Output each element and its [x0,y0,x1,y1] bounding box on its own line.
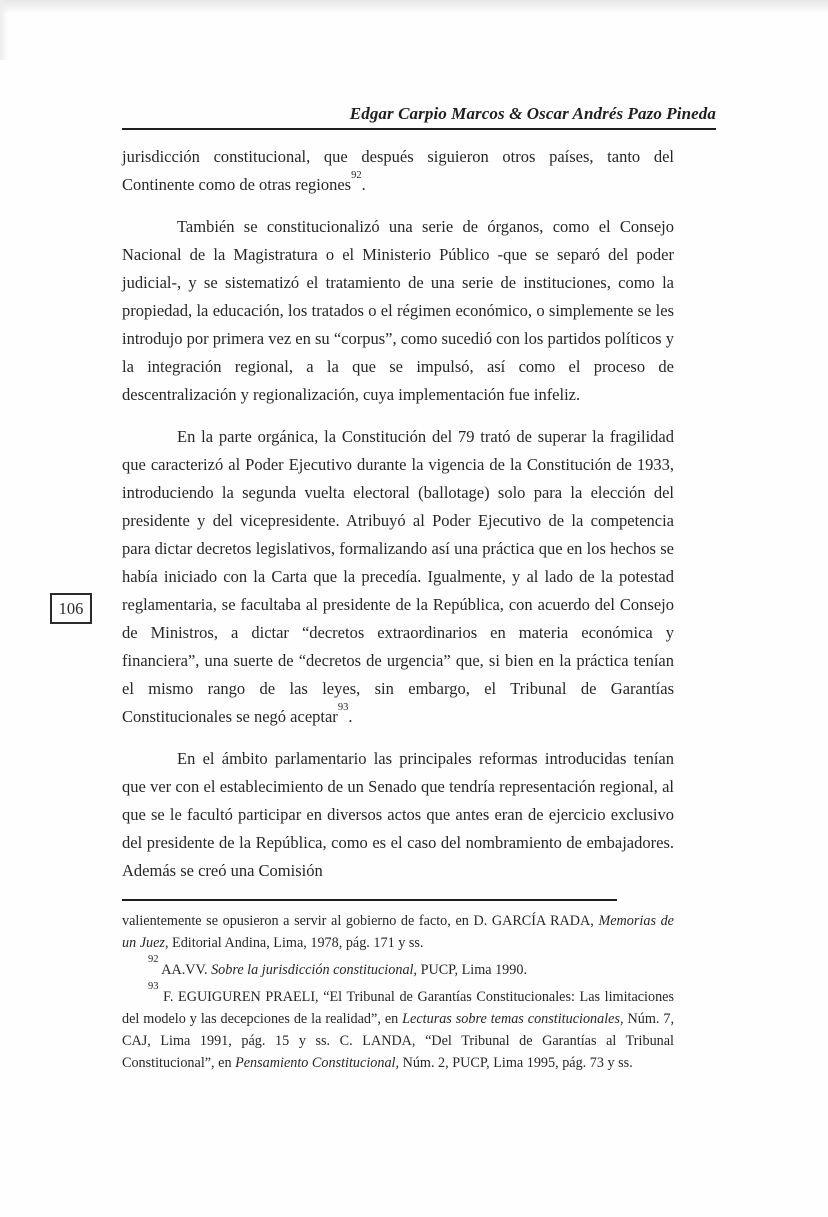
footnote-reference: 93 [337,701,349,713]
footnotes [122,910,674,1074]
footnote [122,910,674,954]
page-number-box [50,593,92,624]
text-segment: , Editorial Andina, Lima, 1978, pág. 171 y ss. [164,935,424,951]
text-segment: Memorias de un Juez [122,913,674,951]
page-content [122,0,716,1079]
paragraph [122,213,674,409]
footnote-reference: 92 [148,954,159,966]
page-number: 106 [58,598,84,618]
text-segment: Lecturas sobre temas constitucionales [402,1011,620,1027]
text-segment: , PUCP, Lima 1990. [413,962,527,978]
footnote [122,981,674,1074]
text-segment: . [361,175,366,194]
text-segment: , Núm. 2, PUCP, Lima 1995, pág. 73 y ss. [395,1055,633,1071]
text-segment: jurisdicción constitucional, que después siguieron otros países, tanto del Continente como de otras regiones [122,147,674,194]
text-segment: , Núm. 7, CAJ, Lima 1991, pág. 15 y ss. C. LANDA, “Del Tribunal de Garantías al Tribunal Constitucional”, en [122,1011,674,1071]
header-rule [122,128,716,130]
footnote [122,954,674,981]
running-header-authors: Edgar Carpio Marcos & Oscar Andrés Pazo Pineda [349,104,716,123]
text-segment: AA.VV. [158,962,212,978]
paragraph [122,745,674,885]
paragraph [122,143,674,199]
text-segment: valientemente se opusieron a servir al gobierno de facto, en D. GARCÍA RADA, [122,913,599,929]
text-segment: F. EGUIGUREN PRAELI, “El Tribunal de Garantías Constitucionales: Las limitaciones del modelo y las decepciones de la realidad”, en [122,989,674,1027]
paragraph [122,423,674,731]
text-segment: . [348,707,353,726]
text-segment: En la parte orgánica, la Constitución del 79 trató de superar la fragilidad que caracterizó al Poder Ejecutivo durante la vigencia de la Constitución de 1933, introduciendo la segunda vuelta electoral (ballotage) solo para la elección del presidente y del vicepresidente. Atribuyó al Poder Ejecutivo de la competencia para dictar decretos legislativos, formalizando así una práctica que en los hechos se había iniciado con la Carta que la precedía. Igualmente, y al lado de la potestad reglamentaria, se facultaba al presidente de la República, con acuerdo del Consejo de Ministros, a dictar “decretos extraordinarios en materia económica y financiera”, una suerte de “decretos de urgencia” que, si bien en la práctica tenían el mismo rango de las leyes, sin embargo, el Tribunal de Garantías Constitucionales se negó aceptar [122,427,674,726]
text-segment: Sobre la jurisdicción constitucional [211,962,414,978]
text-segment: Pensamiento Constitucional [235,1055,396,1071]
text-segment: También se constitucionalizó una serie de órganos, como el Consejo Nacional de la Magistratura o el Ministerio Público -que se separó del poder judicial-, y se sistematizó el tratamiento de una serie de instituciones, como la propiedad, la educación, los tratados o el régimen económico, o simplemente se les introdujo por primera vez en su “corpus”, como sucedió con los partidos políticos y la integración regional, a la que se impulsó, así como el proceso de descentralización y regionalización, cuya implementación fue infeliz. [122,217,674,404]
text-segment: En el ámbito parlamentario las principales reformas introducidas tenían que ver con el establecimiento de un Senado que tendría representación regional, al que se le facultó participar en diversos actos que antes eran de ejercicio exclusivo del presidente de la República, como es el caso del nombramiento de embajadores. Además se creó una Comisión [122,749,674,880]
body-text [122,143,674,885]
scan-edge-left [0,0,8,60]
footnote-separator-rule [122,899,617,901]
footnote-reference: 92 [351,169,362,181]
footnote-reference: 93 [148,981,159,993]
